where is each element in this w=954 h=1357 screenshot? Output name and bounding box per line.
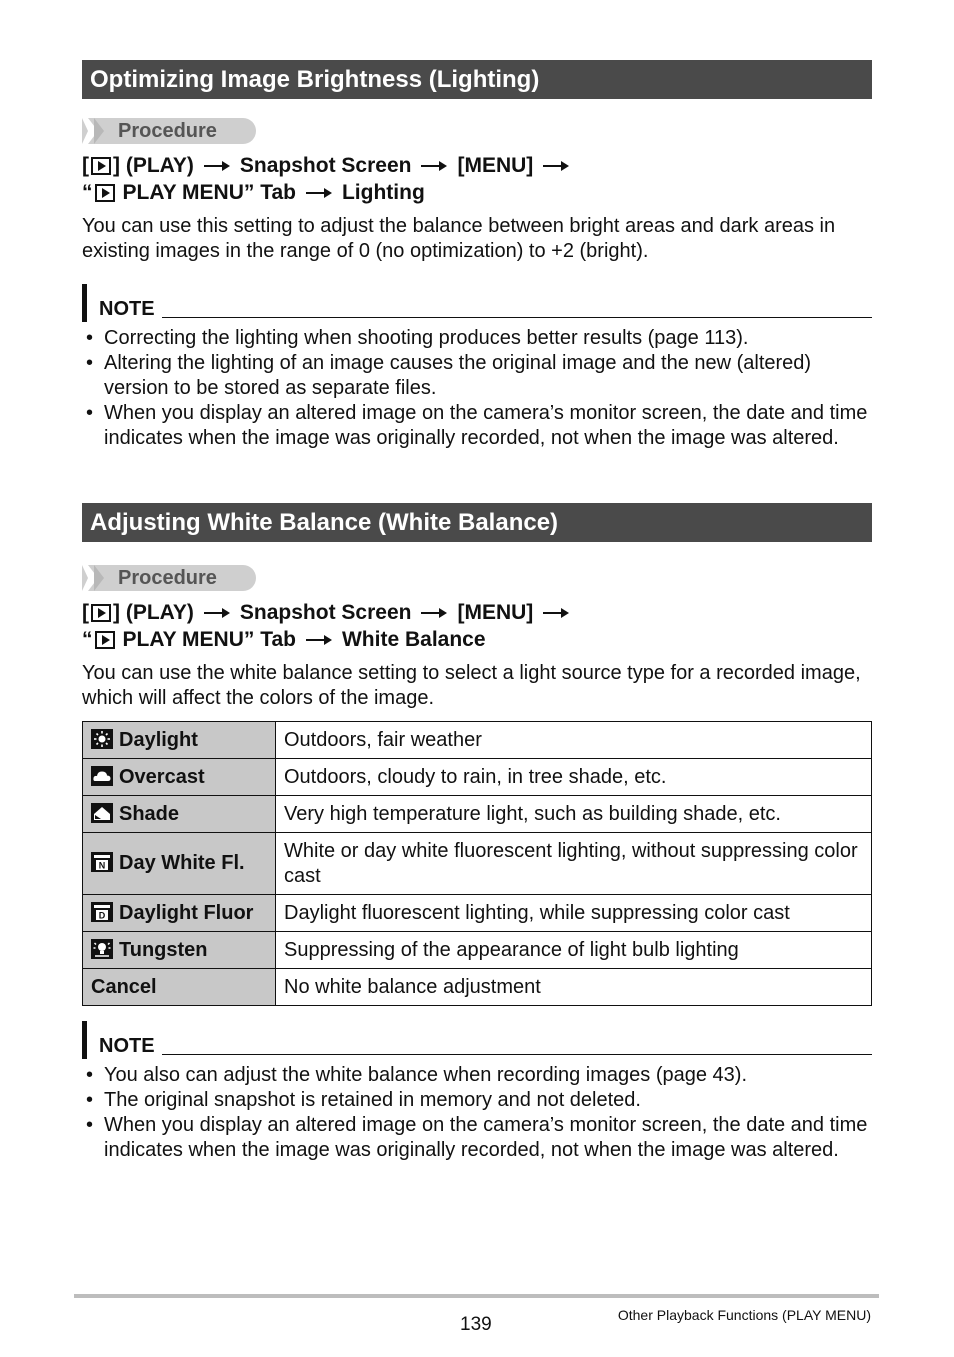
play-icon — [91, 157, 111, 175]
setting-cell: Daylight — [83, 722, 276, 759]
procedure-path-line-1: [ ] (PLAY) Snapshot Screen [MENU] — [82, 153, 579, 179]
procedure-label: Procedure — [82, 565, 256, 591]
procedure-label: Procedure — [82, 118, 256, 144]
arrow-right-icon — [204, 607, 230, 619]
description-cell: Suppressing of the appearance of light bulb lighting — [276, 932, 872, 969]
table-row — [83, 932, 872, 969]
arrow-right-icon — [421, 607, 447, 619]
note-header: NOTE — [82, 1021, 872, 1061]
play-icon — [95, 184, 115, 202]
tungsten-icon — [91, 939, 113, 959]
daylight-fluorescent-icon — [91, 902, 113, 922]
description-cell: Very high temperature light, such as building shade, etc. — [276, 796, 872, 833]
setting-cell: D Daylight Fluor — [83, 895, 276, 932]
setting-cell: Tungsten — [83, 932, 276, 969]
day-white-fluorescent-icon — [91, 852, 113, 872]
setting-cell: N Day White Fl. — [83, 833, 276, 895]
svg-text:D: D — [98, 910, 106, 920]
section-title-white-balance: Adjusting White Balance (White Balance) — [82, 503, 872, 542]
setting-cell: Shade — [83, 796, 276, 833]
svg-text:N: N — [98, 860, 106, 871]
arrow-right-icon — [543, 607, 569, 619]
description-cell: White or day white fluorescent lighting, without suppressing color cast — [276, 833, 872, 895]
setting-cell: Cancel — [83, 969, 276, 1006]
arrow-right-icon — [543, 160, 569, 172]
procedure-path-line-2: “ PLAY MENU” Tab Lighting — [82, 181, 425, 204]
table-row — [83, 833, 872, 895]
arrow-right-icon — [421, 160, 447, 172]
white-balance-table — [82, 721, 872, 1006]
note-item: • When you display an altered image on the camera’s monitor screen, the date and time indicates when the image was originally recorded, not when the image was altered. — [82, 1113, 872, 1163]
daylight-icon — [91, 729, 113, 749]
overcast-icon — [91, 766, 113, 786]
procedure-path-line-2: “ PLAY MENU” Tab White Balance — [82, 628, 486, 651]
note-item: • Altering the lighting of an image causes the original image and the new (altered) version to be stored as separate files. — [82, 351, 872, 401]
table-row — [83, 759, 872, 796]
arrow-right-icon — [204, 160, 230, 172]
description-cell: No white balance adjustment — [276, 969, 872, 1006]
description-cell: Outdoors, fair weather — [276, 722, 872, 759]
note-item: • You also can adjust the white balance when recording images (page 43). — [82, 1063, 872, 1088]
play-icon — [95, 631, 115, 649]
table-row — [83, 969, 872, 1006]
note-header: NOTE — [82, 284, 872, 324]
table-row — [83, 722, 872, 759]
description-cell: Outdoors, cloudy to rain, in tree shade, etc. — [276, 759, 872, 796]
arrow-right-icon — [306, 187, 332, 199]
note-item: • Correcting the lighting when shooting produces better results (page 113). — [82, 326, 872, 351]
note-item: • The original snapshot is retained in memory and not deleted. — [82, 1088, 872, 1113]
note-list — [82, 1063, 872, 1163]
note-item: • When you display an altered image on the camera’s monitor screen, the date and time indicates when the image was originally recorded, not when the image was altered. — [82, 401, 872, 451]
table-row — [83, 796, 872, 833]
table-row — [83, 895, 872, 932]
description-cell: Daylight fluorescent lighting, while suppressing color cast — [276, 895, 872, 932]
page-number: 139 — [460, 1314, 492, 1335]
body-paragraph: You can use this setting to adjust the balance between bright areas and dark areas in existing images in the range of 0 (no optimization) to +2 (bright). — [82, 215, 836, 262]
play-icon — [91, 604, 111, 622]
arrow-right-icon — [306, 634, 332, 646]
section-title-lighting: Optimizing Image Brightness (Lighting) — [82, 60, 872, 99]
chapter-title: Other Playback Functions (PLAY MENU) — [617, 1307, 871, 1323]
note-list — [82, 326, 872, 451]
shade-icon — [91, 803, 113, 823]
body-paragraph: You can use the white balance setting to select a light source type for a recorded image, which will affect the colors of the image. — [82, 662, 861, 709]
setting-cell: Overcast — [83, 759, 276, 796]
procedure-path-line-1: [ ] (PLAY) Snapshot Screen [MENU] — [82, 600, 579, 626]
footer-divider — [74, 1294, 879, 1298]
